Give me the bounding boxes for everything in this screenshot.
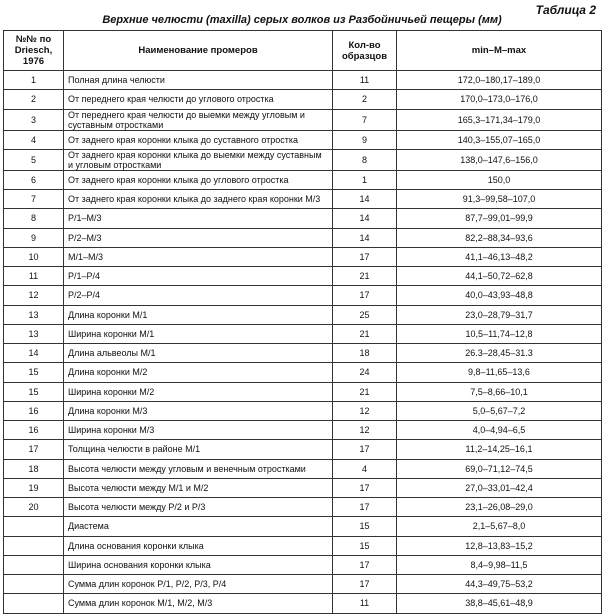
table-row	[4, 149, 602, 170]
cell-min-mean-max: 4,0–4,94–6,5	[397, 421, 602, 440]
cell-sample-count: 9	[333, 130, 397, 149]
cell-measurement-name: От заднего края коронки клыка до выемки между суставным и угловым отростками	[64, 149, 333, 170]
cell-sample-count: 7	[333, 109, 397, 130]
table-row	[4, 209, 602, 228]
table-row	[4, 421, 602, 440]
cell-sample-count: 21	[333, 324, 397, 343]
cell-sample-count: 15	[333, 517, 397, 536]
cell-min-mean-max: 165,3–171,34–179,0	[397, 109, 602, 130]
cell-measurement-name: Длина основания коронки клыка	[64, 536, 333, 555]
table-row	[4, 170, 602, 189]
cell-driesch-number: 3	[4, 109, 64, 130]
table-row	[4, 130, 602, 149]
cell-sample-count: 17	[333, 575, 397, 594]
cell-min-mean-max: 40,0–43,93–48,8	[397, 286, 602, 305]
cell-min-mean-max: 87,7–99,01–99,9	[397, 209, 602, 228]
cell-sample-count: 2	[333, 90, 397, 109]
cell-driesch-number: 9	[4, 228, 64, 247]
cell-min-mean-max: 41,1–46,13–48,2	[397, 247, 602, 266]
cell-measurement-name: От переднего края челюсти до выемки между угловым и суставным отростками	[64, 109, 333, 130]
table-row	[4, 324, 602, 343]
table-row	[4, 440, 602, 459]
cell-min-mean-max: 91,3–99,58–107,0	[397, 190, 602, 209]
cell-driesch-number: 16	[4, 401, 64, 420]
cell-driesch-number: 16	[4, 421, 64, 440]
table-row	[4, 71, 602, 90]
cell-measurement-name: Р/1–М/3	[64, 209, 333, 228]
table-row	[4, 267, 602, 286]
table-row	[4, 109, 602, 130]
cell-measurement-name: М/1–М/3	[64, 247, 333, 266]
cell-measurement-name: Диастема	[64, 517, 333, 536]
cell-measurement-name: Полная длина челюсти	[64, 71, 333, 90]
table-number-label: Таблица 2	[535, 3, 596, 17]
cell-sample-count: 11	[333, 71, 397, 90]
cell-sample-count: 8	[333, 149, 397, 170]
cell-min-mean-max: 7,5–8,66–10,1	[397, 382, 602, 401]
cell-sample-count: 1	[333, 170, 397, 189]
cell-min-mean-max: 11,2–14,25–16,1	[397, 440, 602, 459]
table-row	[4, 344, 602, 363]
table-row	[4, 478, 602, 497]
cell-measurement-name: Сумма длин коронок М/1, М/2, М/3	[64, 594, 333, 613]
cell-driesch-number: 15	[4, 363, 64, 382]
cell-sample-count: 17	[333, 555, 397, 574]
cell-measurement-name: Высота челюсти между М/1 и М/2	[64, 478, 333, 497]
cell-measurement-name: От заднего края коронки клыка до заднего края коронки М/3	[64, 190, 333, 209]
cell-measurement-name: Длина коронки М/1	[64, 305, 333, 324]
cell-measurement-name: Высота челюсти между угловым и венечным отростками	[64, 459, 333, 478]
cell-sample-count: 17	[333, 247, 397, 266]
cell-measurement-name: Высота челюсти между Р/2 и Р/3	[64, 498, 333, 517]
cell-sample-count: 17	[333, 286, 397, 305]
cell-sample-count: 12	[333, 421, 397, 440]
cell-sample-count: 21	[333, 267, 397, 286]
cell-min-mean-max: 44,1–50,72–62,8	[397, 267, 602, 286]
cell-sample-count: 14	[333, 228, 397, 247]
cell-driesch-number: 14	[4, 344, 64, 363]
cell-measurement-name: Длина коронки М/3	[64, 401, 333, 420]
cell-sample-count: 17	[333, 498, 397, 517]
cell-min-mean-max: 172,0–180,17–189,0	[397, 71, 602, 90]
cell-driesch-number: 17	[4, 440, 64, 459]
cell-min-mean-max: 2,1–5,67–8,0	[397, 517, 602, 536]
cell-min-mean-max: 38,8–45,61–48,9	[397, 594, 602, 613]
cell-min-mean-max: 8,4–9,98–11,5	[397, 555, 602, 574]
header-driesch-number: №№ по Driesch, 1976	[4, 31, 64, 71]
header-sample-count: Кол-во образцов	[333, 31, 397, 71]
cell-min-mean-max: 170,0–173,0–176,0	[397, 90, 602, 109]
cell-min-mean-max: 44,3–49,75–53,2	[397, 575, 602, 594]
cell-measurement-name: Ширина коронки М/3	[64, 421, 333, 440]
cell-driesch-number: 5	[4, 149, 64, 170]
cell-measurement-name: Р/2–Р/4	[64, 286, 333, 305]
cell-min-mean-max: 5,0–5,67–7,2	[397, 401, 602, 420]
cell-measurement-name: Р/2–М/3	[64, 228, 333, 247]
cell-measurement-name: От заднего края коронки клыка до углового отростка	[64, 170, 333, 189]
cell-measurement-name: Толщина челюсти в районе М/1	[64, 440, 333, 459]
measurements-table	[3, 30, 602, 614]
cell-measurement-name: От заднего края коронки клыка до суставного отростка	[64, 130, 333, 149]
cell-driesch-number: 6	[4, 170, 64, 189]
cell-sample-count: 24	[333, 363, 397, 382]
table-body	[4, 71, 602, 614]
cell-driesch-number: 1	[4, 71, 64, 90]
cell-min-mean-max: 138,0–147,6–156,0	[397, 149, 602, 170]
cell-min-mean-max: 12,8–13,83–15,2	[397, 536, 602, 555]
cell-min-mean-max: 69,0–71,12–74,5	[397, 459, 602, 478]
cell-min-mean-max: 26.3–28,45–31.3	[397, 344, 602, 363]
cell-sample-count: 11	[333, 594, 397, 613]
table-row	[4, 517, 602, 536]
table-row	[4, 555, 602, 574]
table-caption: Верхние челюсти (maxilla) серых волков из Разбойничьей пещеры (мм)	[102, 14, 502, 26]
cell-min-mean-max: 140,3–155,07–165,0	[397, 130, 602, 149]
cell-sample-count: 25	[333, 305, 397, 324]
cell-measurement-name: Ширина коронки М/1	[64, 324, 333, 343]
table-row	[4, 382, 602, 401]
cell-min-mean-max: 27,0–33,01–42,4	[397, 478, 602, 497]
cell-sample-count: 14	[333, 190, 397, 209]
cell-driesch-number: 4	[4, 130, 64, 149]
cell-min-mean-max: 23,0–28,79–31,7	[397, 305, 602, 324]
header-min-mean-max: min–M–max	[397, 31, 602, 71]
cell-sample-count: 21	[333, 382, 397, 401]
table-row	[4, 594, 602, 613]
cell-min-mean-max: 150,0	[397, 170, 602, 189]
cell-sample-count: 17	[333, 440, 397, 459]
table-row	[4, 401, 602, 420]
table-row	[4, 305, 602, 324]
table-row	[4, 286, 602, 305]
cell-sample-count: 15	[333, 536, 397, 555]
cell-driesch-number: 10	[4, 247, 64, 266]
cell-min-mean-max: 82,2–88,34–93,6	[397, 228, 602, 247]
cell-measurement-name: Длина альвеолы М/1	[64, 344, 333, 363]
cell-driesch-number: 13	[4, 305, 64, 324]
cell-measurement-name: От переднего края челюсти до углового отростка	[64, 90, 333, 109]
cell-driesch-number	[4, 575, 64, 594]
table-row	[4, 575, 602, 594]
cell-driesch-number: 19	[4, 478, 64, 497]
cell-driesch-number	[4, 536, 64, 555]
cell-driesch-number: 12	[4, 286, 64, 305]
cell-sample-count: 17	[333, 478, 397, 497]
table-row	[4, 498, 602, 517]
table-row	[4, 228, 602, 247]
cell-sample-count: 14	[333, 209, 397, 228]
cell-driesch-number: 2	[4, 90, 64, 109]
cell-driesch-number: 18	[4, 459, 64, 478]
cell-measurement-name: Сумма длин коронок Р/1, Р/2, Р/3, Р/4	[64, 575, 333, 594]
cell-measurement-name: Ширина основания коронки клыка	[64, 555, 333, 574]
cell-sample-count: 4	[333, 459, 397, 478]
table-row	[4, 190, 602, 209]
table-row	[4, 459, 602, 478]
cell-driesch-number: 11	[4, 267, 64, 286]
cell-measurement-name: Р/1–Р/4	[64, 267, 333, 286]
table-row	[4, 363, 602, 382]
cell-sample-count: 18	[333, 344, 397, 363]
cell-driesch-number: 8	[4, 209, 64, 228]
cell-sample-count: 12	[333, 401, 397, 420]
cell-driesch-number: 20	[4, 498, 64, 517]
table-row	[4, 247, 602, 266]
cell-driesch-number: 13	[4, 324, 64, 343]
cell-min-mean-max: 10,5–11,74–12,8	[397, 324, 602, 343]
cell-driesch-number	[4, 555, 64, 574]
cell-driesch-number	[4, 517, 64, 536]
cell-measurement-name: Длина коронки М/2	[64, 363, 333, 382]
table-row	[4, 90, 602, 109]
cell-driesch-number: 7	[4, 190, 64, 209]
header-measurement-name: Наименование промеров	[64, 31, 333, 71]
cell-driesch-number: 15	[4, 382, 64, 401]
cell-min-mean-max: 9,8–11,65–13,6	[397, 363, 602, 382]
table-row	[4, 536, 602, 555]
table-header-row	[4, 31, 602, 71]
cell-measurement-name: Ширина коронки М/2	[64, 382, 333, 401]
cell-min-mean-max: 23,1–26,08–29,0	[397, 498, 602, 517]
cell-driesch-number	[4, 594, 64, 613]
